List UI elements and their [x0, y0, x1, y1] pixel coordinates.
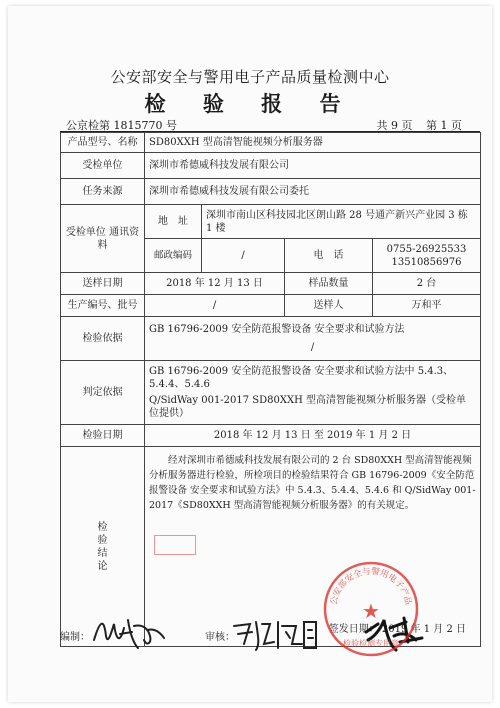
postcode-label: 邮政编码 [145, 239, 202, 273]
conclusion-char-3: 结 [97, 547, 108, 559]
sender-value: 万和平 [373, 295, 481, 317]
criteria-standard-1: GB 16796-2009 安全防范报警设备 安全要求和试验方法中 5.4.3、5.4.4、5.4.6 [149, 366, 454, 390]
criteria-value [145, 361, 481, 425]
client-label: 受检单位 [61, 153, 145, 179]
page-total: 共 9 页 [376, 119, 413, 132]
client-value: 深圳市希德威科技发展有限公司 [145, 153, 481, 179]
row-basis [61, 317, 481, 361]
conclusion-text: 经对深圳市希德威科技发展有限公司的 2 台 SD80XXH 型高清智能视频分析服务器进行检验，所检项目的检验结果符合 GB 16796-2009《安全防范报警设备 安全要求和试验方法》中 5.4.3、5.4.4、5.4.6 和 Q/SidWay 001-2017《SD80XXH 型高清智能视频分析服务器》的有关规定。 [149, 455, 476, 511]
phone-2: 13510856976 [391, 256, 462, 268]
phone-1: 0755-26925533 [386, 243, 467, 255]
serial-value: / [145, 295, 285, 317]
phone-label: 电 话 [285, 239, 373, 273]
conclusion-char-1: 检 [97, 521, 108, 533]
row-criteria [61, 361, 481, 425]
basis-label: 检验依据 [61, 317, 145, 361]
serial-label: 生产编号、批号 [61, 295, 145, 317]
reviewer-label: 审核： [205, 632, 235, 643]
conclusion-char-2: 验 [97, 534, 108, 546]
criteria-label: 判定依据 [61, 361, 145, 425]
sample-qty-value: 2 台 [373, 273, 481, 295]
svg-text:★: ★ [362, 599, 380, 623]
basis-standard: GB 16796-2009 安全防范报警设备 安全要求和试验方法 [149, 324, 405, 335]
official-seal [322, 560, 420, 658]
row-submit [61, 273, 481, 295]
task-source-value: 深圳市希德威科技发展有限公司委托 [145, 179, 481, 205]
row-product [61, 133, 481, 153]
address-label: 地 址 [145, 205, 202, 239]
compiler-label: 编制： [60, 632, 90, 643]
postcode-value: / [202, 239, 285, 273]
row-test-date [61, 425, 481, 447]
sign-date-value: 2019 年 1 月 2 日 [381, 624, 466, 635]
stamp-mark [154, 535, 196, 555]
client-contact-label: 受检单位 通讯资料 [61, 205, 145, 273]
basis-slash: / [310, 342, 315, 353]
address-value: 深圳市南山区科技园北区朗山路 28 号通产新兴产业园 3 栋 1 楼 [202, 205, 481, 239]
row-address [61, 205, 481, 239]
page-current: 第 1 页 [426, 119, 462, 132]
compiler-signature [90, 610, 170, 654]
phone-value [373, 239, 481, 273]
row-task-source [61, 179, 481, 205]
sender-label: 送样人 [285, 295, 373, 317]
product-name-label: 产品型号、名称 [61, 133, 145, 153]
test-date-value: 2018 年 12 月 13 日 至 2019 年 1 月 2 日 [145, 425, 481, 447]
task-source-label: 任务来源 [61, 179, 145, 205]
seal-text: 公安部安全与警用电子产品 [329, 566, 413, 606]
test-date-label: 检验日期 [61, 425, 145, 447]
report-number: 公京检第 1815770 号 [66, 119, 177, 132]
product-name-value: SD80XXH 型高清智能视频分析服务器 [145, 133, 481, 153]
basis-value [145, 317, 481, 361]
report-title: 检 验 报 告 [144, 91, 356, 116]
sample-qty-label: 样品数量 [285, 273, 373, 295]
submit-date-value: 2018 年 12 月 13 日 [145, 273, 285, 295]
submit-date-label: 送样日期 [61, 273, 145, 295]
reviewer-signature [230, 614, 320, 654]
criteria-standard-2: Q/SidWay 001-2017 SD80XXH 型高清智能视频分析服务器（受检单位提供） [149, 395, 467, 419]
organization-name: 公安部安全与警用电子产品质量检测中心 [110, 68, 390, 86]
sign-date-label: 签发日期： [328, 624, 379, 635]
seal-bottom-text: 检验检测专用章 [343, 639, 399, 648]
row-client [61, 153, 481, 179]
conclusion-char-4: 论 [97, 560, 108, 572]
row-serial [61, 295, 481, 317]
